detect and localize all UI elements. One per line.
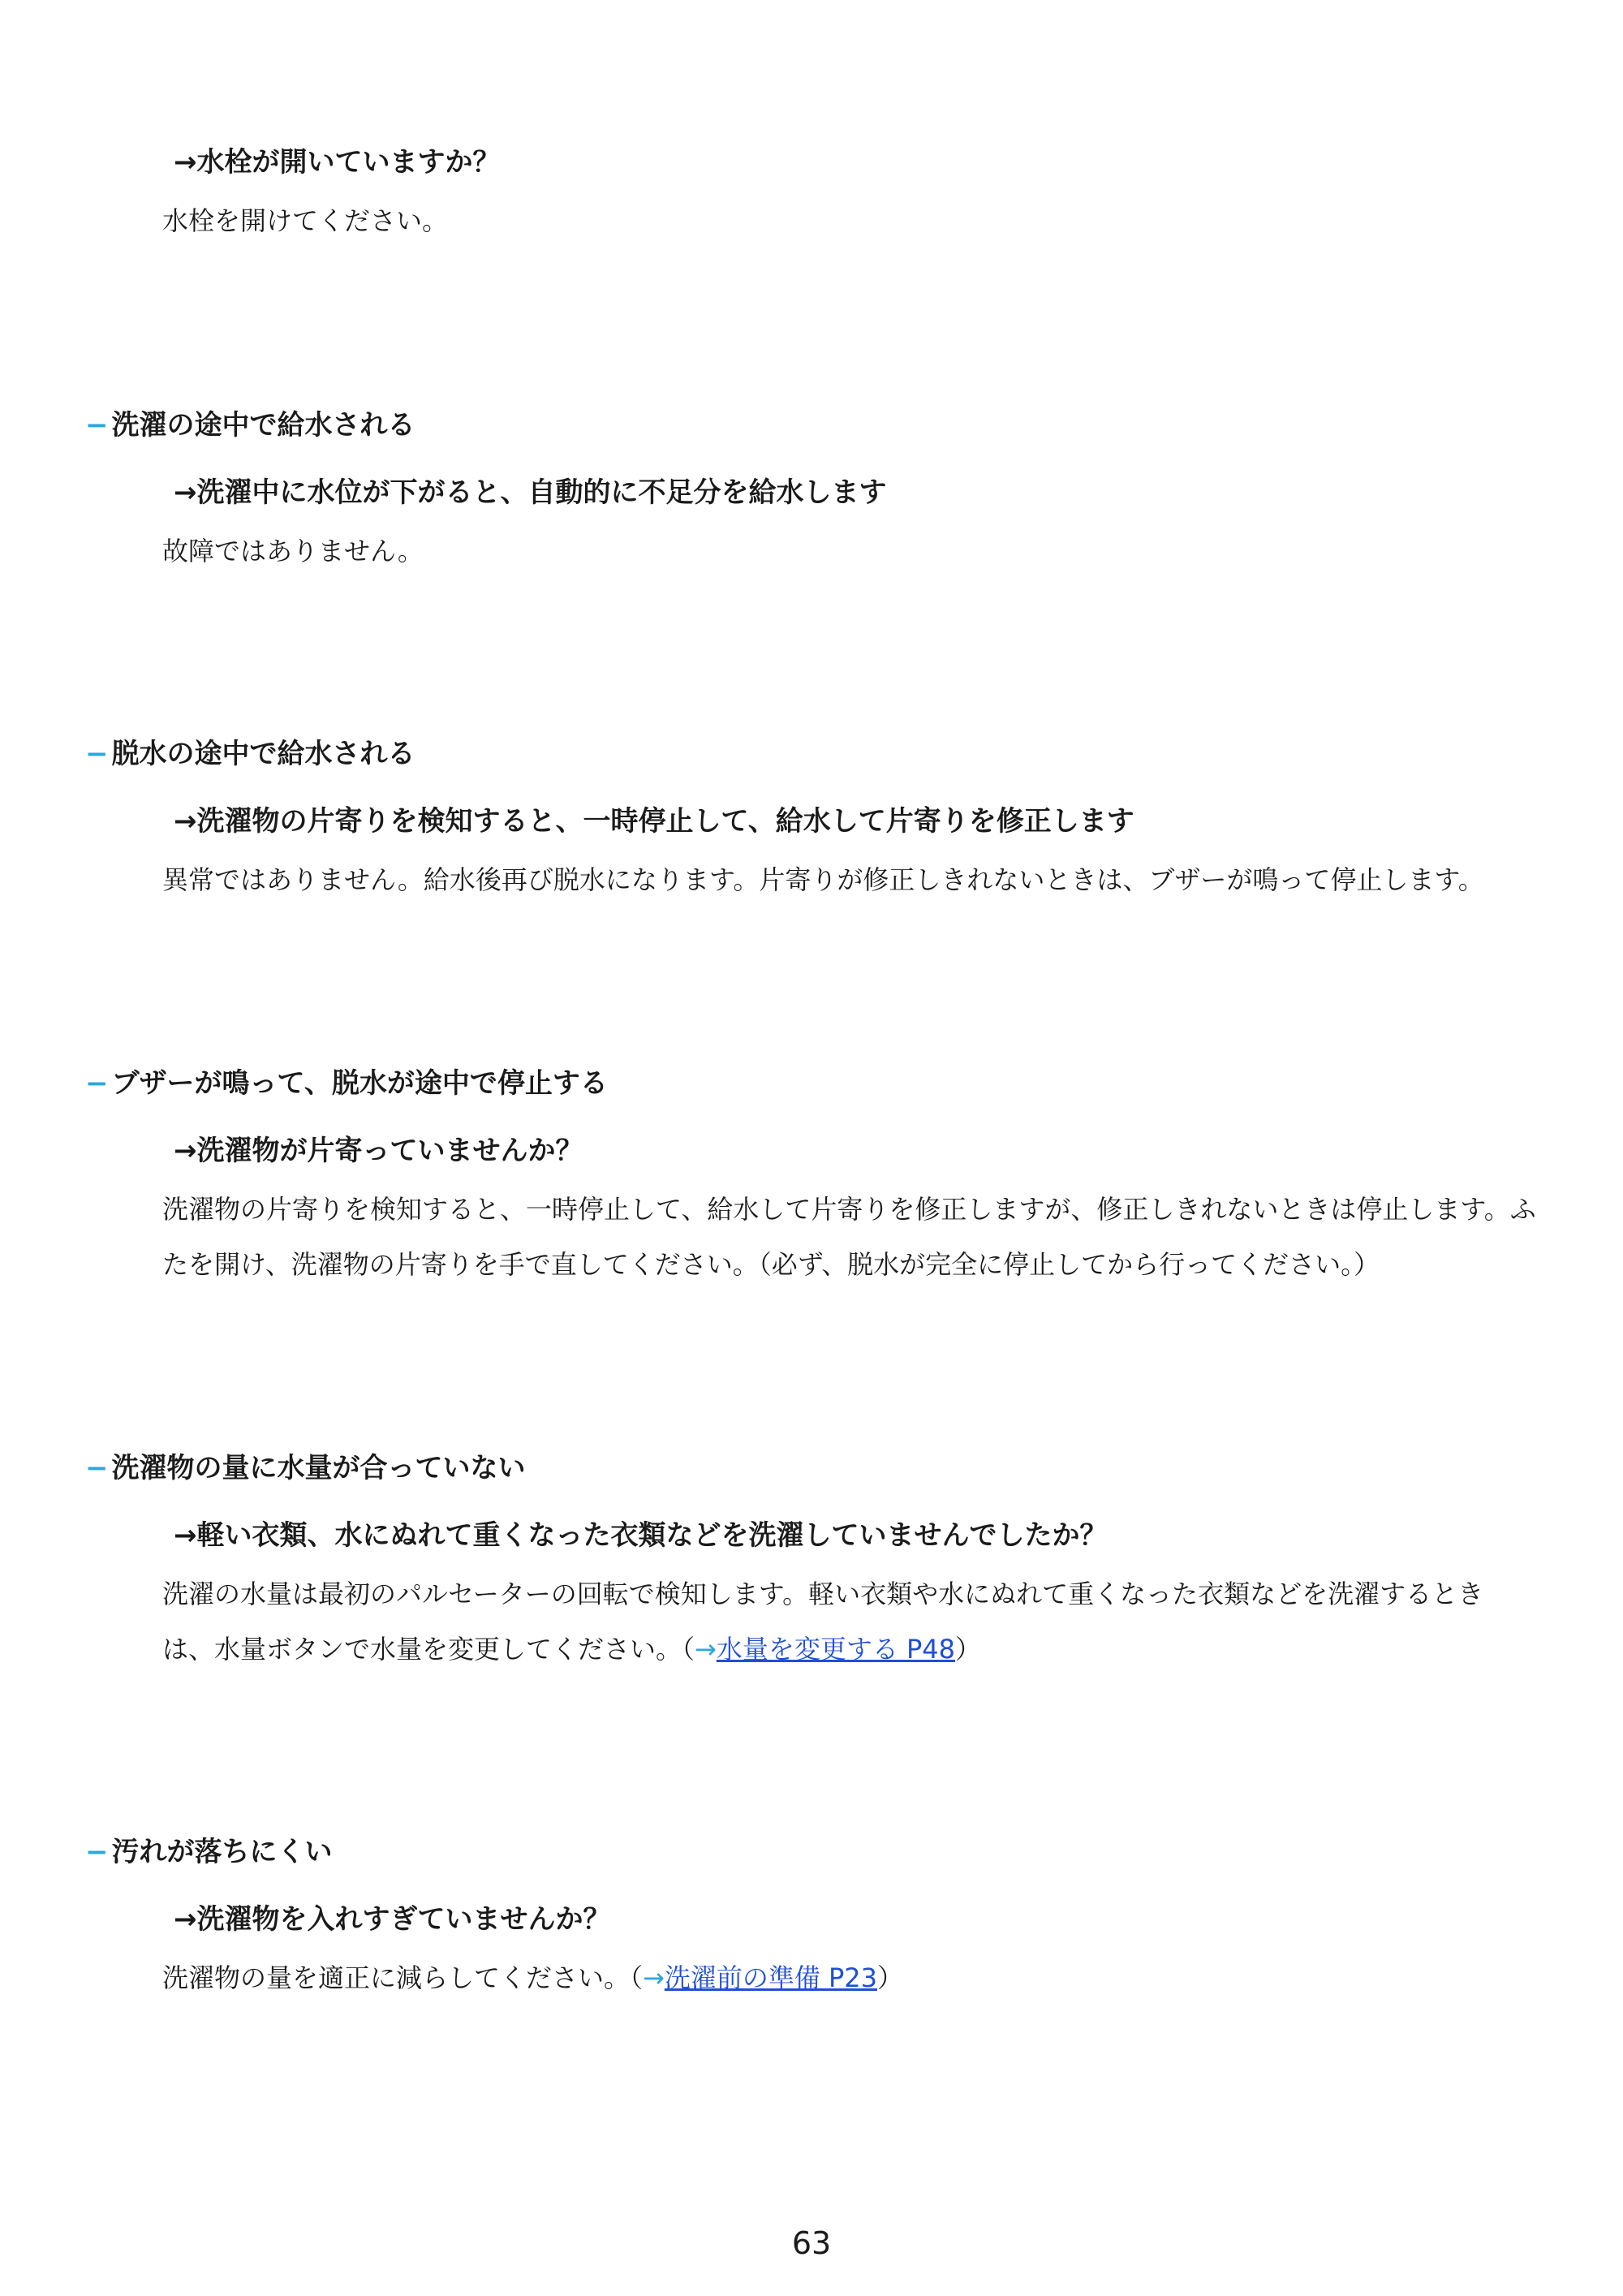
dash-marker: − [85, 409, 109, 442]
answer-line: たを開け、洗濯物の片寄りを手で直してください。（必ず、脱水が完全に停止してから行ってください。） [162, 1249, 1380, 1280]
section-heading-buzzer-stop [85, 1066, 608, 1101]
link-arrow: → [695, 1634, 717, 1665]
section-check: →洗濯中に水位が下がると、自動的に不足分を給水します [174, 476, 887, 509]
link-pre-wash-preparation[interactable]: 洗濯前の準備 P23 [664, 1962, 878, 1993]
intro-answer [162, 193, 1534, 248]
link-change-water-amount[interactable]: 水量を変更する P48 [716, 1634, 956, 1665]
intro-answer-line: 水栓を開けてください。 [162, 205, 449, 236]
section-answer [162, 1566, 1534, 1677]
section-heading-refill-during-wash [85, 407, 415, 443]
section-heading-water-amount [85, 1450, 526, 1486]
heading-text: 洗濯物の量に水量が合っていない [111, 1452, 526, 1484]
answer-line: 洗濯の水量は最初のパルセーターの回転で検知します。軽い衣類や水にぬれて重くなった衣類などを洗濯するとき [162, 1579, 1484, 1609]
answer-line-text: 洗濯物の量を適正に減らしてください。（ [162, 1962, 644, 1993]
answer-line [162, 1622, 1534, 1677]
heading-text: 脱水の途中で給水される [111, 738, 415, 770]
section-answer [162, 852, 1534, 907]
section-check: →洗濯物を入れすぎていませんか？ [174, 1903, 611, 1936]
section-answer [162, 523, 1534, 579]
section-check: →軽い衣類、水にぬれて重くなった衣類などを洗濯していませんでしたか？ [174, 1519, 1108, 1552]
heading-text: ブザーが鳴って、脱水が途中で停止する [111, 1067, 608, 1100]
dash-marker: − [85, 738, 109, 770]
section-heading-dirt-removal [85, 1834, 333, 1870]
dash-marker: − [85, 1452, 109, 1484]
answer-line [162, 1950, 1534, 2005]
link-close-paren: ） [955, 1634, 982, 1665]
section-answer [162, 1950, 1534, 2005]
section-answer [162, 1182, 1534, 1292]
dash-marker: − [85, 1836, 109, 1868]
intro-check: →水栓が開いていますか？ [174, 146, 501, 179]
dash-marker: − [85, 1067, 109, 1100]
section-check: →洗濯物が片寄っていませんか？ [174, 1135, 583, 1167]
answer-line: 故障ではありません。 [162, 536, 424, 566]
answer-line: 洗濯物の片寄りを検知すると、一時停止して、給水して片寄りを修正しますが、修正しきれないときは停止します。ふ [162, 1194, 1536, 1225]
answer-line-text: は、水量ボタンで水量を変更してください。（ [162, 1634, 695, 1665]
answer-line: 異常ではありません。給水後再び脱水になります。片寄りが修正しきれないときは、ブザーが鳴って停止します。 [162, 864, 1484, 895]
heading-text: 汚れが落ちにくい [111, 1836, 333, 1868]
section-heading-refill-during-spin [85, 736, 415, 772]
page-number: 63 [791, 2225, 832, 2261]
section-check: →洗濯物の片寄りを検知すると、一時停止して、給水して片寄りを修正します [174, 805, 1134, 838]
link-arrow: → [643, 1962, 665, 1993]
heading-text: 洗濯の途中で給水される [111, 409, 415, 442]
link-close-paren: ） [877, 1962, 904, 1993]
